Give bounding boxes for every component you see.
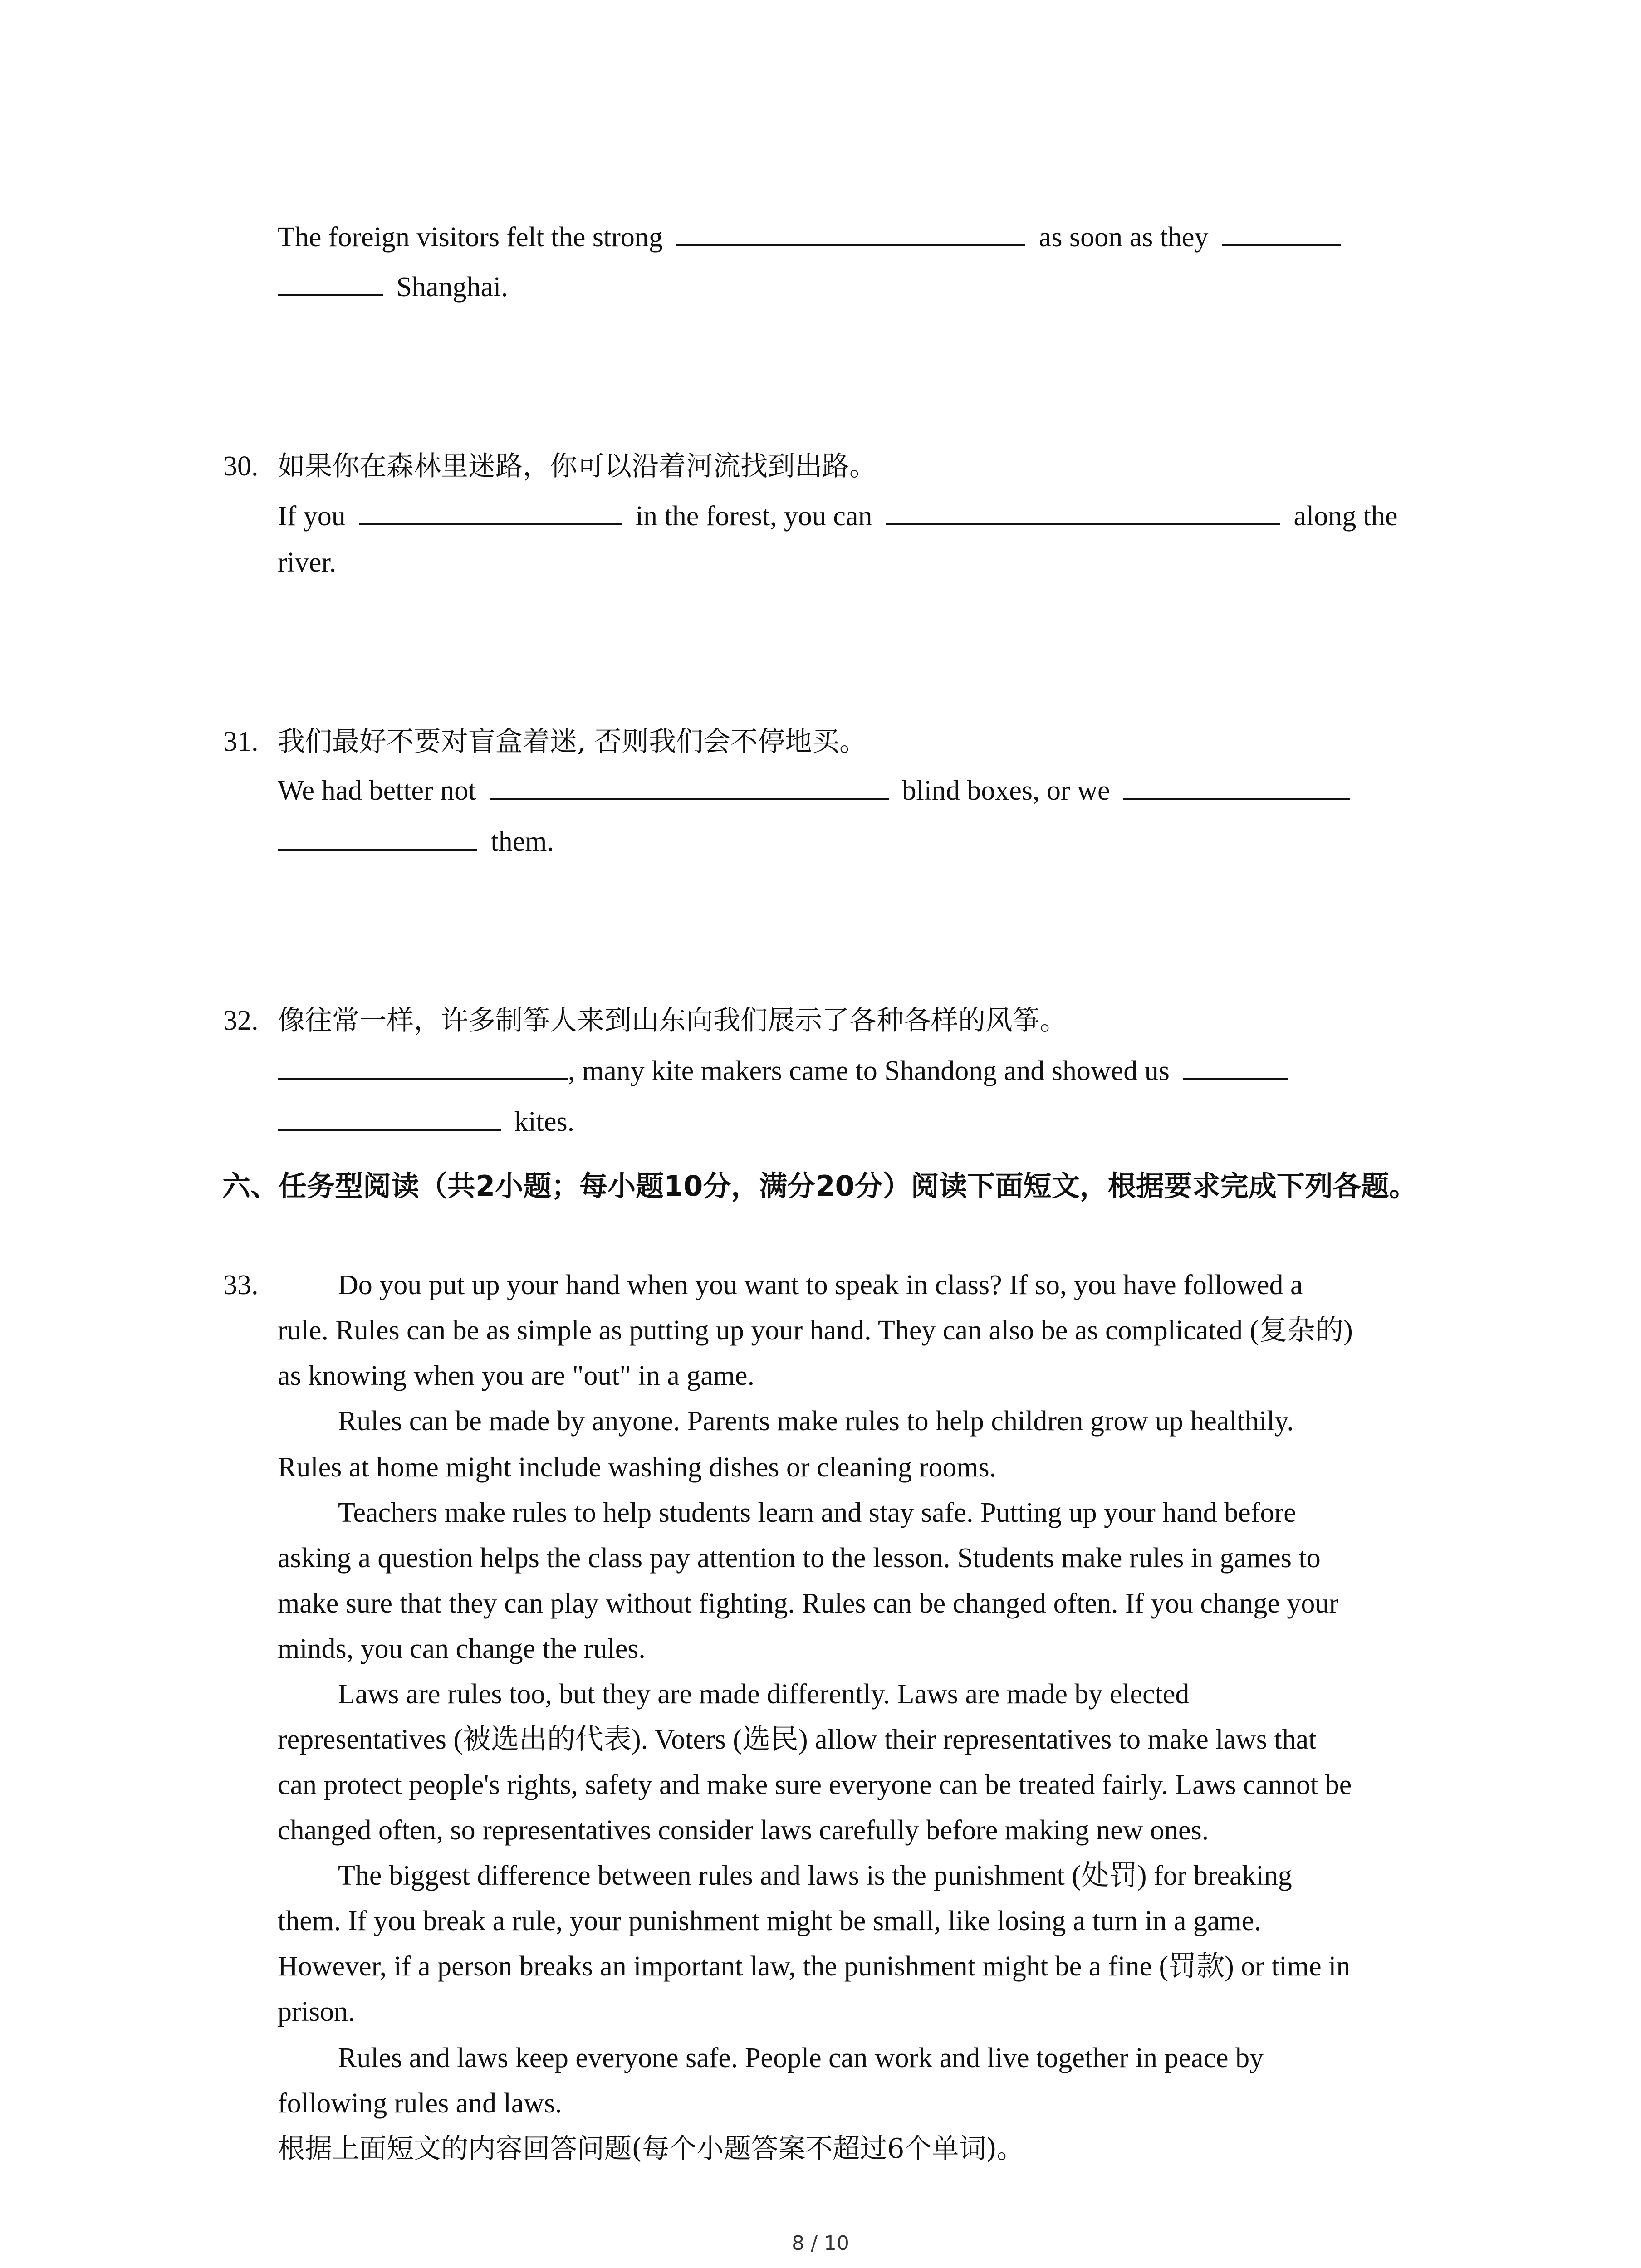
q32-text-a: , many kite makers came to Shandong and showed us	[568, 1056, 1170, 1086]
q29-text-b: as soon as they	[1038, 222, 1209, 253]
q29-line-2	[278, 268, 508, 307]
q30-text-c: along the	[1293, 501, 1398, 532]
q31-text-b: blind boxes, or we	[902, 775, 1110, 806]
passage-line: can protect people's rights, safety and make sure everyone can be treated fairly. Laws cannot be	[278, 1769, 1352, 1800]
q30-text-a: If you	[278, 501, 346, 532]
passage-line: make sure that they can play without fighting. Rules can be changed often. If you change your	[278, 1588, 1339, 1619]
passage-line: asking a question helps the class pay attention to the lesson. Students make rules in games to	[278, 1543, 1321, 1574]
q29-line-1	[278, 218, 1341, 257]
passage-line: representatives (被选出的代表). Voters (选民) allow their representatives to make laws that	[278, 1724, 1317, 1755]
answer-blank[interactable]	[1222, 218, 1341, 246]
passage-line: Rules at home might include washing dishes or cleaning rooms.	[278, 1452, 997, 1483]
passage-line: Laws are rules too, but they are made differently. Laws are made by elected	[338, 1679, 1190, 1710]
page-number: 8 / 10	[792, 2232, 849, 2255]
q32-chinese-prompt: 像往常一样，许多制筝人来到山东向我们展示了各种各样的风筝。	[278, 1005, 1067, 1036]
answer-blank[interactable]	[278, 268, 383, 296]
passage-line: minds, you can change the rules.	[278, 1633, 646, 1664]
question-number: 33.	[223, 1270, 259, 1300]
question-number: 31.	[223, 726, 259, 757]
q31-text-a: We had better not	[278, 775, 476, 806]
question-number: 32.	[223, 1005, 259, 1036]
passage-line: Teachers make rules to help students learn and stay safe. Putting up your hand before	[338, 1497, 1296, 1528]
q32-line-1	[278, 1051, 1288, 1090]
q30-line-1	[278, 497, 1397, 536]
answer-blank[interactable]	[1123, 772, 1350, 800]
passage-line: Rules and laws keep everyone safe. People can work and live together in peace by	[338, 2043, 1264, 2073]
answer-instruction: 根据上面短文的内容回答问题(每个小题答案不超过6个单词)。	[278, 2133, 1024, 2165]
answer-blank[interactable]	[278, 822, 477, 850]
answer-blank[interactable]	[676, 218, 1025, 246]
passage-line: rule. Rules can be as simple as putting up your hand. They can also be as complicated (复杂的)	[278, 1315, 1353, 1346]
answer-blank[interactable]	[490, 772, 889, 800]
q32-text-b: kites.	[514, 1106, 575, 1137]
section-heading: 六、任务型阅读（共2小题；每小题10分，满分20分）阅读下面短文，根据要求完成下列各题。	[222, 1169, 1417, 1202]
passage-line: The biggest difference between rules and laws is the punishment (处罚) for breaking	[338, 1860, 1292, 1891]
q30-line-2: river.	[278, 547, 337, 578]
answer-blank[interactable]	[1183, 1052, 1288, 1080]
passage-line: them. If you break a rule, your punishment might be small, like losing a turn in a game.	[278, 1906, 1261, 1936]
q29-text-a: The foreign visitors felt the strong	[278, 222, 663, 253]
passage-line: Do you put up your hand when you want to speak in class? If so, you have followed a	[338, 1270, 1303, 1300]
q31-line-1	[278, 771, 1350, 810]
answer-blank[interactable]	[278, 1103, 501, 1131]
passage-line: as knowing when you are "out" in a game.	[278, 1360, 754, 1391]
q31-text-c: them.	[490, 826, 554, 857]
answer-blank[interactable]	[278, 1052, 568, 1080]
q31-chinese-prompt: 我们最好不要对盲盒着迷, 否则我们会不停地买。	[278, 726, 867, 758]
q30-text-b: in the forest, you can	[635, 501, 872, 532]
passage-line: However, if a person breaks an important law, the punishment might be a fine (罚款) or time in	[278, 1951, 1351, 1982]
answer-blank[interactable]	[359, 497, 622, 525]
passage-line: prison.	[278, 1996, 355, 2027]
q30-chinese-prompt: 如果你在森林里迷路，你可以沿着河流找到出路。	[278, 450, 877, 482]
passage-line: Rules can be made by anyone. Parents make rules to help children grow up healthily.	[338, 1406, 1294, 1437]
passage-line: changed often, so representatives consider laws carefully before making new ones.	[278, 1815, 1209, 1846]
answer-blank[interactable]	[886, 497, 1280, 525]
q32-line-2	[278, 1102, 574, 1141]
passage-line: following rules and laws.	[278, 2088, 562, 2119]
q29-text-c: Shanghai.	[396, 272, 508, 303]
q31-line-2	[278, 822, 554, 861]
question-number: 30.	[223, 451, 259, 482]
